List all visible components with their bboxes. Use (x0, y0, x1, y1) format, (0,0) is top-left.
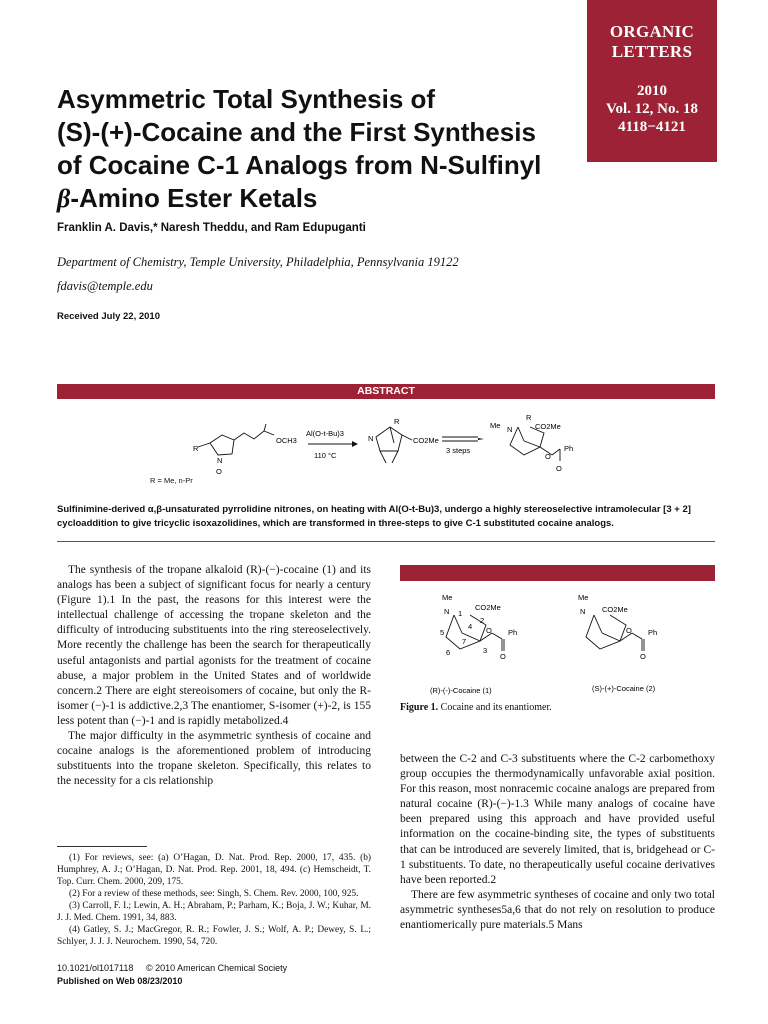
body-paragraph: The major difficulty in the asymmetric synthesis of cocaine and cocaine analogs is the aforementioned problem of introducing substituents into the tropane skeleton. Specifically, this relates to the necessity for a cis relationship (57, 730, 371, 788)
fig-ph-label-1: Ph (508, 628, 518, 637)
body-paragraph: The synthesis of the tropane alkaloid (R)-(−)-cocaine (1) and its analogs has been a subject of significant focus for nearly a century (Figure 1).1 In the past, the reasons for this interest were the intellectual challenge of accessing the tropane skeleton and the difficulty of introducing substituents into the ring stereoselectively. More recently the challenge has been the search for therapeutically useful antagonists and partial agonists for the treatment of cocaine abuse, a major problem in the United States and of worldwide concern.2 There are eight stereoisomers of cocaine, but only the R-isomer (−)-1 is addictive.2,3 The enantiomer, S-isomer (+)-2, is 155 less potent than (−)-1 and is rapidly metabolized.4 (57, 564, 371, 727)
fig-c2-label: 2 (480, 616, 485, 625)
reaction-arrowhead-1 (352, 441, 358, 447)
title-line-1: Asymmetric Total Synthesis of (57, 84, 436, 114)
fig-c4-label: 4 (468, 622, 473, 631)
copyright: © 2010 American Chemical Society (145, 963, 288, 973)
journal-name-line1: ORGANIC (609, 22, 695, 41)
fig-n-label-1: N (444, 607, 450, 616)
scheme-r-label-3: R (526, 413, 532, 422)
fig-o-label-3: O (626, 626, 632, 635)
fig-c1-label: 1 (458, 609, 463, 618)
scheme-me-label: Me (490, 421, 501, 430)
scheme-reagent: Al(O-t-Bu)3 (306, 429, 344, 438)
fig-o-label-1: O (486, 626, 492, 635)
fig-co2me-label-1: CO2Me (475, 603, 501, 612)
abstract-divider (57, 541, 715, 542)
scheme-substituent-note: R = Me, n-Pr (150, 476, 193, 485)
footnote: (3) Carroll, F. I.; Lewin, A. H.; Abraham, P.; Parham, K.; Boja, J. W.; Kuhar, M. J. J. Med. Chem. 1991, 34, 883. (57, 901, 371, 923)
body-paragraph: There are few asymmetric syntheses of cocaine and only two total asymmetric syntheses5a,6 that do not rely on resolution to produce enantiomerically pure materials.5 Mans (400, 888, 715, 932)
title-line-4 (57, 182, 557, 215)
figure-1-graphic (400, 585, 715, 701)
fig-c6-label: 6 (446, 648, 451, 657)
scheme-n-label-2: N (368, 434, 374, 443)
contact-email[interactable]: fdavis@temple.edu (57, 279, 153, 293)
doi-line (57, 963, 287, 973)
reaction-arrowhead-2 (478, 438, 484, 440)
affiliation: Department of Chemistry, Temple University, Philadelphia, Pennsylvania 19122 (57, 255, 459, 269)
cocaine-r-structure (446, 615, 504, 651)
journal-name-line2: LETTERS (611, 42, 693, 61)
title-line-2: (S)-(+)-Cocaine and the First Synthesis (57, 117, 536, 147)
scheme-o-label-3: O (556, 464, 562, 473)
figure-header-bar (400, 565, 715, 581)
journal-volume: Vol. 12, No. 18 (606, 101, 698, 117)
body-column-left (57, 563, 371, 789)
footnote: (1) For reviews, see: (a) O’Hagan, D. Nat. Prod. Rep. 2000, 17, 435. (b) Humphrey, A. J.; O’Hagan, D. Nat. Prod. Rep. 2001, 18, 494. (c) Hemscheidt, T. Top. Curr. Chem. 2000, 209, 175. (57, 853, 371, 887)
fig-me-label-2: Me (578, 593, 589, 602)
footnote: (2) For a review of these methods, see: Singh, S. Chem. Rev. 2000, 100, 925. (69, 889, 359, 899)
title-line-4-rest: -Amino Ester Ketals (70, 183, 318, 213)
figure-label-s-cocaine: (S)-(+)-Cocaine (2) (592, 684, 656, 693)
scheme-r-label-2: R (394, 417, 400, 426)
abstract-text: Sulfinimine-derived α,β-unsaturated pyrrolidine nitrones, on heating with Al(O-t-Bu)3, undergo a highly stereoselective intramolecular [3 + 2] cycloaddition to give tricyclic isoxazolidines, which are transformed in three-steps to give C-1 substituted cocaine analogs. (57, 504, 691, 529)
article-title (57, 83, 557, 215)
scheme-n-label-3: N (507, 425, 513, 434)
cocaine-s-structure (586, 615, 644, 651)
scheme-n-label: N (217, 456, 223, 465)
scheme-r-label: R (193, 444, 199, 453)
scheme-o-label-2: O (545, 452, 551, 461)
author-list: Franklin A. Davis,* Naresh Theddu, and Ram Edupuganti (57, 222, 366, 234)
scheme-temperature: 110 °C (314, 451, 337, 460)
journal-year: 2010 (637, 83, 667, 99)
fig-c5-label: 5 (440, 628, 445, 637)
footnote: (4) Gatley, S. J.; MacGregor, R. R.; Fowler, J. S.; Wolf, A. P.; Dewey, S. L.; Schlyer, J. J. J. Neurochem. 1990, 54, 720. (57, 925, 371, 947)
fig-o-label-2: O (500, 652, 506, 661)
doi[interactable]: 10.1021/ol1017118 (57, 963, 134, 973)
scheme-co2me-label: CO2Me (413, 436, 439, 445)
abstract-header: ABSTRACT (57, 384, 715, 399)
cocaine-analog-structure (510, 427, 560, 461)
journal-badge (587, 0, 717, 162)
received-date: Received July 22, 2010 (57, 311, 160, 322)
scheme-och3-label: OCH3 (276, 436, 297, 445)
footnotes (57, 852, 371, 948)
fig-me-label-1: Me (442, 593, 453, 602)
fig-co2me-label-2: CO2Me (602, 605, 628, 614)
journal-pages: 4118−4121 (618, 119, 686, 135)
figure-caption-label: Figure 1. (400, 702, 439, 713)
figure-label-r-cocaine: (R)-(-)-Cocaine (1) (430, 686, 492, 695)
fig-o-label-4: O (640, 652, 646, 661)
body-paragraph: between the C-2 and C-3 substituents where the C-2 carbomethoxy group occupies the thermodynamically unfavorable axial position. For this reason, most nonracemic cocaine analogs are prepared from natural cocaine (R)-(−)-1.3 While many analogs of cocaine have been prepared using this approach and have provided useful information on the cocaine-binding site, the types of substituents that can be introduced are severely limited, that is, bridgehead or C-1 substituents. To date, no therapeutically useful cocaine derivatives have been reported.2 (400, 753, 715, 886)
scheme-o-label: O (216, 467, 222, 476)
title-beta: β (57, 184, 71, 213)
scheme-ph-label: Ph (564, 444, 574, 453)
fig-n-label-2: N (580, 607, 586, 616)
published-date: Published on Web 08/23/2010 (57, 976, 183, 986)
abstract-scheme-graphic (180, 405, 600, 490)
fig-ph-label-2: Ph (648, 628, 658, 637)
scheme-steps: 3 steps (446, 446, 471, 455)
body-column-right (400, 752, 715, 933)
isoxazolidine-structure (376, 427, 412, 463)
title-line-3: of Cocaine C-1 Analogs from N-Sulfinyl (57, 150, 542, 180)
footnote-divider (57, 846, 147, 847)
nitrone-structure (198, 424, 274, 455)
figure-caption-text: Cocaine and its enantiomer. (440, 702, 552, 713)
scheme-co2me-label-2: CO2Me (535, 422, 561, 431)
fig-c7-label: 7 (462, 637, 467, 646)
fig-c3-label: 3 (483, 646, 488, 655)
figure-caption (400, 702, 552, 713)
